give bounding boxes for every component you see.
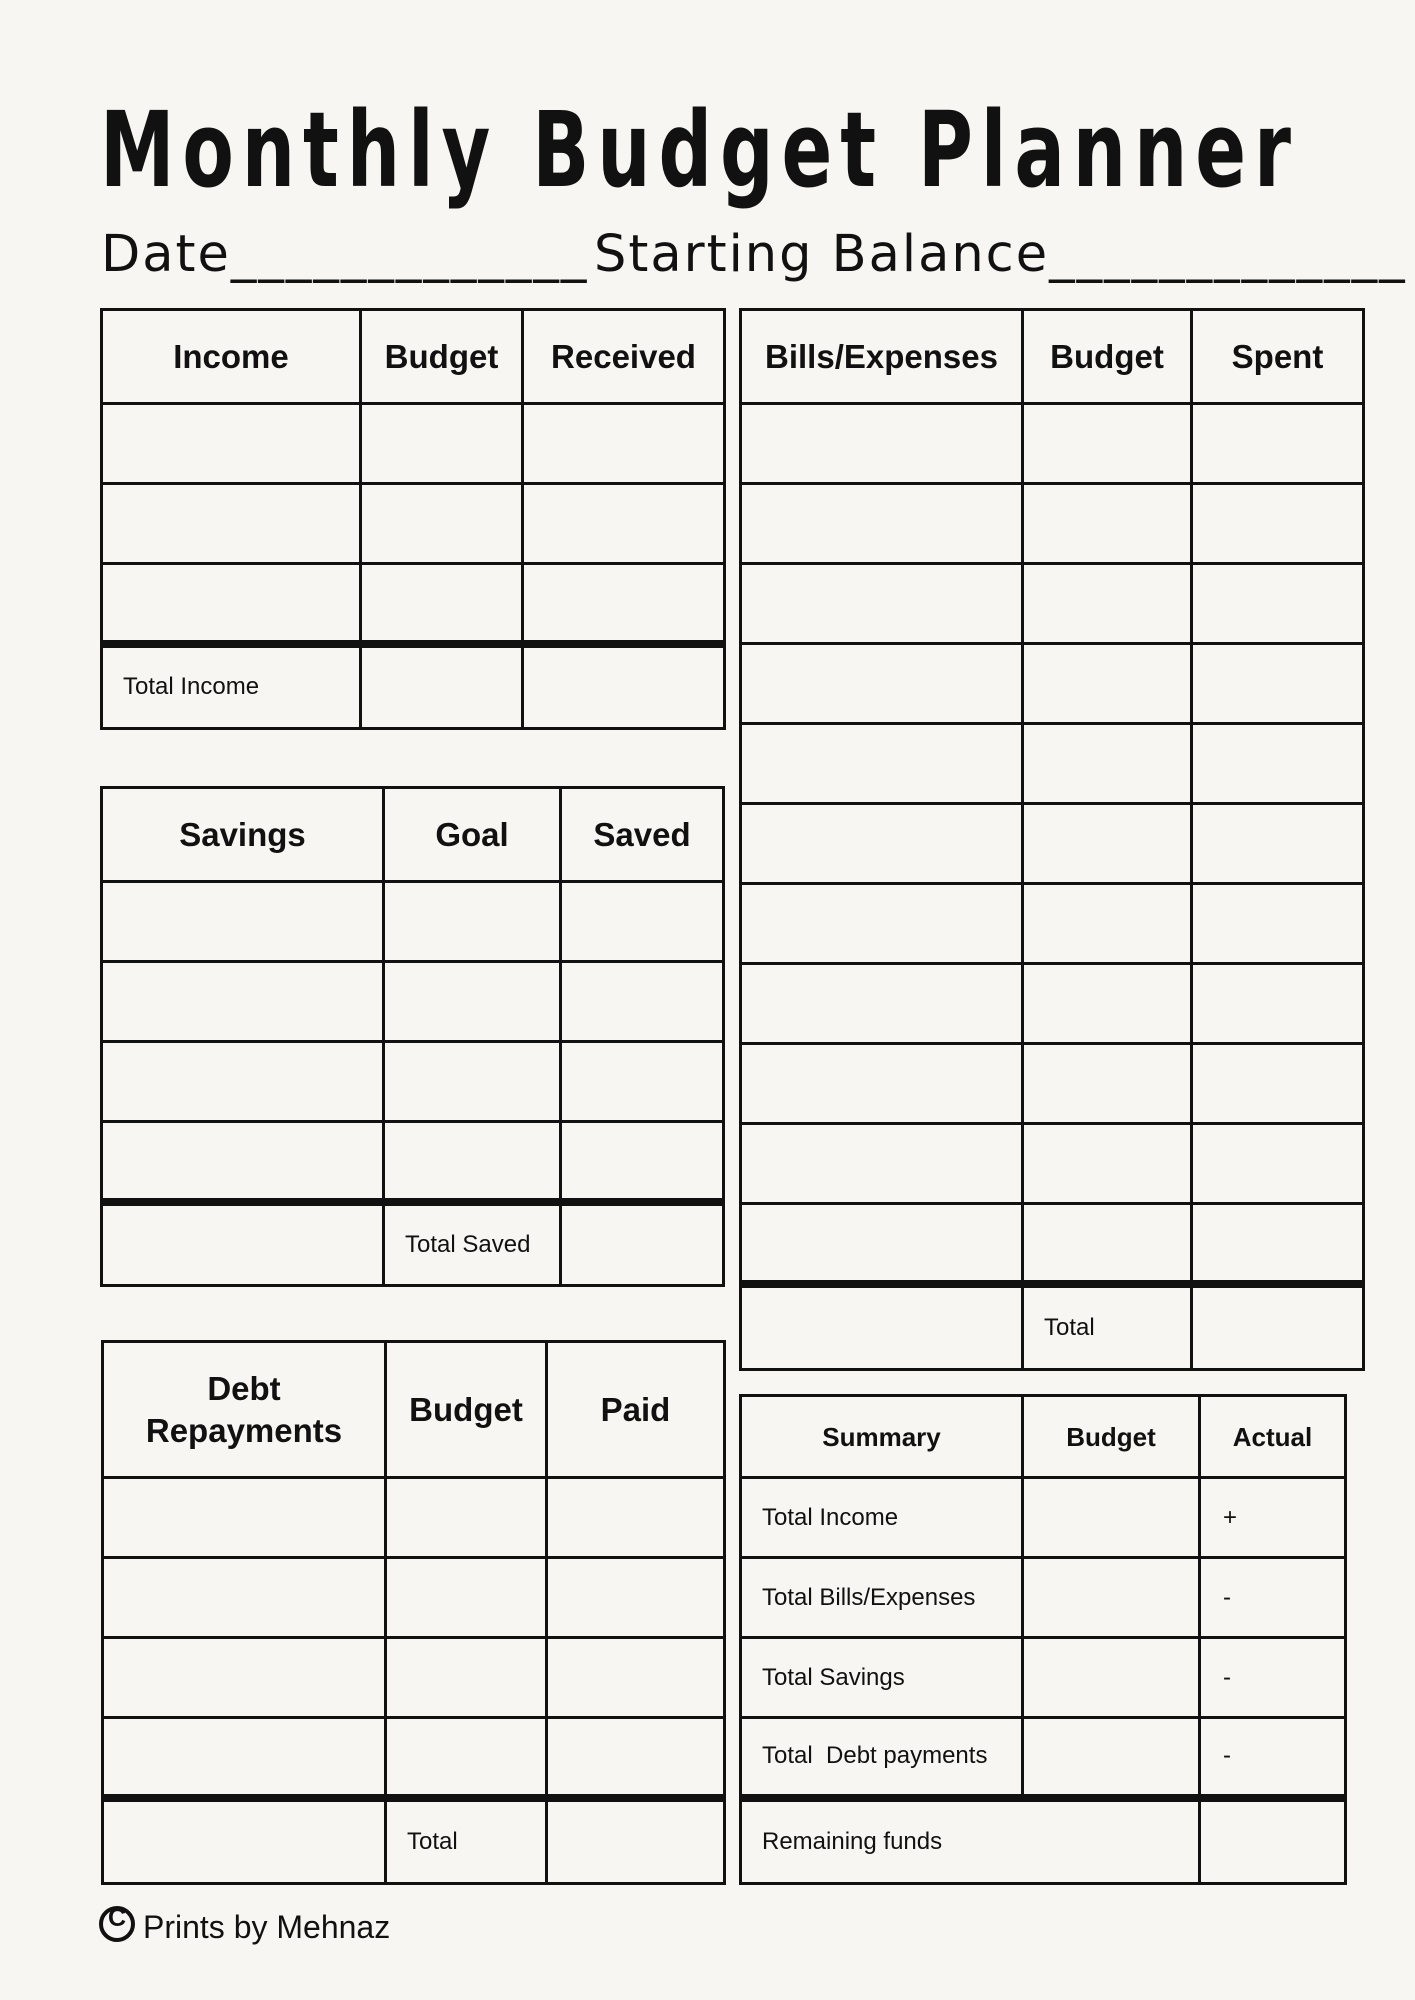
table-row <box>741 564 1364 644</box>
debt-item-cell[interactable] <box>103 1558 386 1638</box>
bills-budget-cell[interactable] <box>1023 804 1192 884</box>
summary-actual-cell[interactable]: - <box>1200 1718 1346 1798</box>
bills-total-row <box>741 1284 1364 1370</box>
table-row <box>103 1718 725 1798</box>
summary-label: Total Income <box>741 1478 1023 1558</box>
bills-spent-header: Spent <box>1192 310 1364 404</box>
income-received-cell[interactable] <box>523 484 725 564</box>
table-row <box>741 1204 1364 1284</box>
summary-budget-cell[interactable] <box>1023 1638 1200 1718</box>
bills-budget-cell[interactable] <box>1023 404 1192 484</box>
footer <box>99 1906 390 1946</box>
bills-table <box>739 308 1365 1371</box>
savings-saved-cell[interactable] <box>561 1122 724 1202</box>
income-source-cell[interactable] <box>102 564 361 644</box>
savings-saved-cell[interactable] <box>561 962 724 1042</box>
table-row <box>741 964 1364 1044</box>
summary-label: Total Savings <box>741 1638 1023 1718</box>
bills-item-cell[interactable] <box>741 1124 1023 1204</box>
summary-header: Summary <box>741 1396 1023 1478</box>
income-received-cell[interactable] <box>523 404 725 484</box>
bills-item-cell[interactable] <box>741 1204 1023 1284</box>
date-field[interactable] <box>101 220 588 290</box>
debt-table <box>101 1340 726 1885</box>
page-title: Monthly Budget Planner <box>100 89 1299 211</box>
bills-spent-cell[interactable] <box>1192 804 1364 884</box>
bills-item-cell[interactable] <box>741 564 1023 644</box>
income-table <box>100 308 726 730</box>
income-received-cell[interactable] <box>523 564 725 644</box>
income-total-row <box>102 644 725 729</box>
bills-total-spent-cell[interactable] <box>1192 1284 1364 1370</box>
bills-budget-cell[interactable] <box>1023 1124 1192 1204</box>
summary-budget-header: Budget <box>1023 1396 1200 1478</box>
table-row <box>102 564 725 644</box>
bills-budget-cell[interactable] <box>1023 484 1192 564</box>
bills-budget-cell[interactable] <box>1023 964 1192 1044</box>
summary-table <box>739 1394 1347 1885</box>
savings-item-cell[interactable] <box>102 962 384 1042</box>
bills-budget-cell[interactable] <box>1023 564 1192 644</box>
remaining-funds-label: Remaining funds <box>741 1798 1200 1884</box>
table-row <box>741 724 1364 804</box>
income-received-header: Received <box>523 310 725 404</box>
savings-total-blank-cell[interactable] <box>102 1202 384 1286</box>
summary-label: Total Bills/Expenses <box>741 1558 1023 1638</box>
bills-spent-cell[interactable] <box>1192 644 1364 724</box>
savings-goal-header: Goal <box>384 788 561 882</box>
summary-row-total-savings <box>741 1638 1346 1718</box>
table-row <box>741 1044 1364 1124</box>
bills-spent-cell[interactable] <box>1192 964 1364 1044</box>
table-row <box>102 404 725 484</box>
table-row <box>741 644 1364 724</box>
bills-spent-cell[interactable] <box>1192 1124 1364 1204</box>
income-header: Income <box>102 310 361 404</box>
total-income-received-cell[interactable] <box>523 644 725 729</box>
debt-budget-cell[interactable] <box>386 1478 547 1558</box>
debt-paid-cell[interactable] <box>547 1558 725 1638</box>
table-row <box>102 484 725 564</box>
debt-total-paid-cell[interactable] <box>547 1798 725 1884</box>
bills-item-cell[interactable] <box>741 804 1023 884</box>
savings-saved-cell[interactable] <box>561 1042 724 1122</box>
table-row <box>741 1124 1364 1204</box>
debt-budget-header: Budget <box>386 1342 547 1478</box>
summary-actual-cell[interactable]: - <box>1200 1558 1346 1638</box>
savings-saved-header: Saved <box>561 788 724 882</box>
bills-spent-cell[interactable] <box>1192 724 1364 804</box>
savings-goal-cell[interactable] <box>384 1042 561 1122</box>
income-budget-cell[interactable] <box>361 484 523 564</box>
summary-budget-cell[interactable] <box>1023 1478 1200 1558</box>
income-source-cell[interactable] <box>102 404 361 484</box>
debt-repayments-header: Debt Repayments <box>103 1342 386 1478</box>
table-row <box>102 882 724 962</box>
bills-spent-cell[interactable] <box>1192 1044 1364 1124</box>
debt-item-cell[interactable] <box>103 1718 386 1798</box>
bills-item-cell[interactable] <box>741 404 1023 484</box>
bills-item-cell[interactable] <box>741 724 1023 804</box>
date-label: Date <box>101 225 231 284</box>
bills-item-cell[interactable] <box>741 964 1023 1044</box>
total-income-budget-cell[interactable] <box>361 644 523 729</box>
debt-item-cell[interactable] <box>103 1478 386 1558</box>
summary-row-total-debt <box>741 1718 1346 1798</box>
summary-remaining-row <box>741 1798 1346 1884</box>
savings-item-cell[interactable] <box>102 882 384 962</box>
debt-paid-cell[interactable] <box>547 1718 725 1798</box>
debt-total-row <box>103 1798 725 1884</box>
income-budget-cell[interactable] <box>361 564 523 644</box>
bills-spent-cell[interactable] <box>1192 404 1364 484</box>
footer-credit: Prints by Mehnaz <box>143 1909 391 1945</box>
table-row <box>741 484 1364 564</box>
table-row <box>102 962 724 1042</box>
debt-paid-cell[interactable] <box>547 1478 725 1558</box>
debt-total-label: Total <box>386 1798 547 1884</box>
savings-total-row <box>102 1202 724 1286</box>
table-row <box>741 884 1364 964</box>
savings-item-cell[interactable] <box>102 1042 384 1122</box>
bills-item-cell[interactable] <box>741 1044 1023 1124</box>
savings-table <box>100 786 725 1287</box>
bills-budget-cell[interactable] <box>1023 724 1192 804</box>
table-row <box>102 1122 724 1202</box>
debt-budget-cell[interactable] <box>386 1638 547 1718</box>
summary-row-total-income <box>741 1478 1346 1558</box>
bills-budget-cell[interactable] <box>1023 1044 1192 1124</box>
debt-item-cell[interactable] <box>103 1638 386 1718</box>
income-budget-header: Budget <box>361 310 523 404</box>
savings-goal-cell[interactable] <box>384 1122 561 1202</box>
copyright-icon <box>99 1906 135 1942</box>
bills-item-cell[interactable] <box>741 644 1023 724</box>
bills-total-label: Total <box>1023 1284 1192 1370</box>
remaining-funds-cell[interactable] <box>1200 1798 1346 1884</box>
starting-balance-field[interactable] <box>594 220 1407 290</box>
bills-budget-cell[interactable] <box>1023 644 1192 724</box>
bills-expenses-header: Bills/Expenses <box>741 310 1023 404</box>
debt-total-blank-cell[interactable] <box>103 1798 386 1884</box>
table-row <box>102 1042 724 1122</box>
debt-paid-cell[interactable] <box>547 1638 725 1718</box>
bills-spent-cell[interactable] <box>1192 1204 1364 1284</box>
savings-header: Savings <box>102 788 384 882</box>
summary-actual-cell[interactable]: - <box>1200 1638 1346 1718</box>
table-row <box>103 1558 725 1638</box>
summary-budget-cell[interactable] <box>1023 1718 1200 1798</box>
savings-goal-cell[interactable] <box>384 962 561 1042</box>
bills-item-cell[interactable] <box>741 884 1023 964</box>
total-saved-cell[interactable] <box>561 1202 724 1286</box>
table-row <box>741 804 1364 884</box>
savings-saved-cell[interactable] <box>561 882 724 962</box>
summary-label: Total Debt payments <box>741 1718 1023 1798</box>
starting-balance-label: Starting Balance <box>594 225 1050 284</box>
summary-actual-cell[interactable]: + <box>1200 1478 1346 1558</box>
total-saved-label: Total Saved <box>384 1202 561 1286</box>
table-row <box>741 404 1364 484</box>
bills-budget-header: Budget <box>1023 310 1192 404</box>
income-source-cell[interactable] <box>102 484 361 564</box>
summary-actual-header: Actual <box>1200 1396 1346 1478</box>
summary-row-total-bills <box>741 1558 1346 1638</box>
bills-budget-cell[interactable] <box>1023 884 1192 964</box>
bills-spent-cell[interactable] <box>1192 564 1364 644</box>
date-blank: _____________ <box>230 225 589 284</box>
bills-item-cell[interactable] <box>741 484 1023 564</box>
debt-paid-header: Paid <box>547 1342 725 1478</box>
copyright-letter: C <box>107 1904 127 1932</box>
total-income-label: Total Income <box>102 644 361 729</box>
bills-total-blank-cell[interactable] <box>741 1284 1023 1370</box>
summary-budget-cell[interactable] <box>1023 1558 1200 1638</box>
income-budget-cell[interactable] <box>361 404 523 484</box>
bills-spent-cell[interactable] <box>1192 484 1364 564</box>
savings-item-cell[interactable] <box>102 1122 384 1202</box>
table-row <box>103 1478 725 1558</box>
bills-spent-cell[interactable] <box>1192 884 1364 964</box>
starting-balance-blank: _____________ <box>1049 225 1407 284</box>
bills-budget-cell[interactable] <box>1023 1204 1192 1284</box>
savings-goal-cell[interactable] <box>384 882 561 962</box>
table-row <box>103 1638 725 1718</box>
debt-budget-cell[interactable] <box>386 1558 547 1638</box>
debt-budget-cell[interactable] <box>386 1718 547 1798</box>
